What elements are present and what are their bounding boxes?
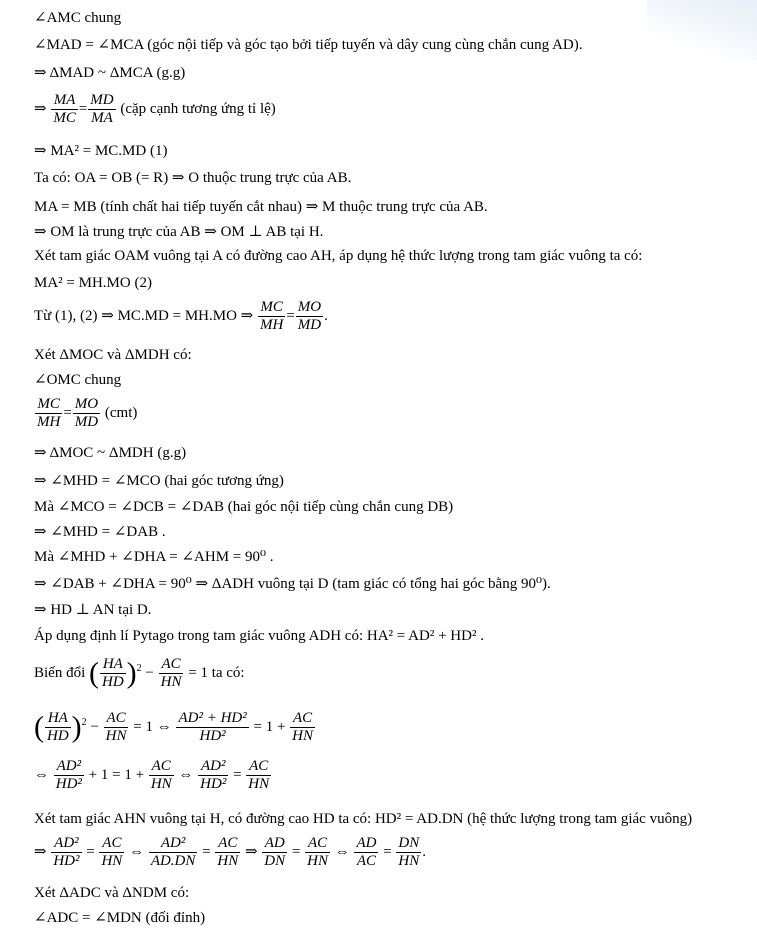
fraction: $\frac{AC}{HN}$ xyxy=(150,758,172,792)
fraction: $\frac{AC}{HN}$ xyxy=(292,710,313,744)
annotation: (cmt) xyxy=(104,404,138,421)
fraction: $\frac{AD}{AC}$ xyxy=(356,835,377,869)
text-line: ⇒ ∠MHD = ∠DAB . xyxy=(34,524,166,540)
fraction: $\frac{AC}{HN}$ xyxy=(248,758,270,792)
fraction: $\frac{AC}{HN}$ xyxy=(101,835,123,869)
text-line: MA² = MH.MO (2) xyxy=(34,275,152,291)
text-line: ∠ADC = ∠MDN (đối đỉnh) xyxy=(34,910,206,926)
fraction: $\frac{HA}{HD}$ xyxy=(102,656,124,690)
text-line: ⇒ OM là trung trực của AB ⇒ OM ⊥ AB tại H. xyxy=(34,224,324,240)
text-line: Ta có: OA = OB (= R) ⇒ O thuộc trung trực của AB. xyxy=(34,170,352,186)
fraction: $\frac{AC}{HN}$ xyxy=(160,656,182,690)
text-line: Xét ΔMOC và ΔMDH có: xyxy=(34,347,192,363)
fraction: $\frac{MO}{MD}$ xyxy=(297,299,322,333)
fraction: $\frac{\text{AD²}}{AD.DN}$ xyxy=(150,835,196,869)
fraction: $\frac{AC}{HN}$ xyxy=(217,835,239,869)
text-line: ∠AMC chung xyxy=(34,10,122,26)
fraction-line: ⇒ $\frac{MA}{MC}$ = $\frac{MD}{MA}$ (cặp cạnh tương ứng tỉ lệ) xyxy=(34,92,276,126)
text-line: ∠OMC chung xyxy=(34,372,122,388)
fraction-line: $\frac{MC}{MH}$ = $\frac{MO}{MD}$ (cmt) xyxy=(37,396,138,430)
fraction: $\frac{MO}{MD}$ xyxy=(74,396,99,430)
fraction-line: Từ (1), (2) ⇒ MC.MD = MH.MO ⇒ $\frac{MC}{MH}$ = $\frac{MO}{MD}$ . xyxy=(34,299,328,333)
text-line: ⇒ ΔMOC ~ ΔMDH (g.g) xyxy=(34,445,187,461)
text-fragment: Từ (1), (2) ⇒ MC.MD = MH.MO ⇒ xyxy=(34,307,254,324)
text-line: Xét ΔADC và ΔNDM có: xyxy=(34,885,190,901)
text-line: Xét tam giác AHN vuông tại H, có đường cao HD ta có: HD² = AD.DN (hệ thức lượng trong tam giác vuông) xyxy=(34,811,693,827)
text-line: Mà ∠MHD + ∠DHA = ∠AHM = 90⁰ . xyxy=(34,549,274,565)
text-line: ⇒ ΔMAD ~ ΔMCA (g.g) xyxy=(34,65,186,81)
fraction: $\frac{MC}{MH}$ xyxy=(259,299,284,333)
fraction-line: Biến đổi ( $\frac{HA}{HD}$ )$^2$ − $\frac{AC}{HN}$ = 1 ta có: xyxy=(34,656,245,690)
equation-line: ( $\frac{HA}{HD}$ )$^2$ − $\frac{AC}{HN}$ = 1 ⇔ $\frac{\text{AD² + HD²}}{\text{HD²}}$ = 1 + $\frac{AC}{HN}$ xyxy=(34,710,313,744)
implies-symbol: ⇒ xyxy=(34,100,47,117)
fraction: $\frac{AC}{HN}$ xyxy=(307,835,328,869)
fraction: $\frac{AD}{DN}$ xyxy=(264,835,286,869)
text-line: ⇒ MA² = MC.MD (1) xyxy=(34,143,168,159)
text-line: ⇒ ∠MHD = ∠MCO (hai góc tương ứng) xyxy=(34,473,284,489)
text-line: ⇒ ∠DAB + ∠DHA = 90⁰ ⇒ ΔADH vuông tại D (tam giác có tổng hai góc bằng 90⁰). xyxy=(34,576,551,592)
text-line: Xét tam giác OAM vuông tại A có đường cao AH, áp dụng hệ thức lượng trong tam giác vuông ta có: xyxy=(34,248,643,264)
equation-line: ⇒ $\frac{\text{AD²}}{\text{HD²}}$ = $\frac{AC}{HN}$ ⇔ $\frac{\text{AD²}}{AD.DN}$ = $\frac{AC}{HN}$ ⇒ $\frac{AD}{DN}$ = $\frac{AC}{HN}$ ⇔ $\frac{AD}{AC}$ = $\frac{DN}{HN}$ . xyxy=(34,835,427,869)
text-fragment: = 1 ta có: xyxy=(188,664,245,681)
fraction: $\frac{AC}{HN}$ xyxy=(105,710,127,744)
text-line: ∠MAD = ∠MCA (góc nội tiếp và góc tạo bởi tiếp tuyến và dây cung cùng chắn cung AD). xyxy=(34,37,583,53)
annotation: (cặp cạnh tương ứng tỉ lệ) xyxy=(120,100,276,117)
fraction: $\frac{MC}{MH}$ xyxy=(37,396,61,430)
fraction: $\frac{MA}{MC}$ xyxy=(53,92,76,126)
corner-watermark xyxy=(647,0,757,60)
fraction: $\frac{\text{AD² + HD²}}{\text{HD²}}$ xyxy=(178,710,247,744)
fraction: $\frac{MD}{MA}$ xyxy=(90,92,114,126)
fraction: $\frac{DN}{HN}$ xyxy=(398,835,420,869)
text-line: Mà ∠MCO = ∠DCB = ∠DAB (hai góc nội tiếp cùng chắn cung DB) xyxy=(34,499,454,515)
text-line: ⇒ HD ⊥ AN tại D. xyxy=(34,602,152,618)
text-line: Áp dụng định lí Pytago trong tam giác vuông ADH có: HA² = AD² + HD² . xyxy=(34,628,484,644)
fraction: $\frac{\text{AD²}}{\text{HD²}}$ xyxy=(53,835,80,869)
text-line: MA = MB (tính chất hai tiếp tuyến cắt nhau) ⇒ M thuộc trung trực của AB. xyxy=(34,199,488,215)
text-fragment: Biến đổi xyxy=(34,664,86,681)
fraction: $\frac{\text{AD²}}{\text{HD²}}$ xyxy=(55,758,82,792)
fraction: $\frac{\text{AD²}}{\text{HD²}}$ xyxy=(200,758,227,792)
fraction: $\frac{HA}{HD}$ xyxy=(47,710,69,744)
equation-line: ⇔ $\frac{\text{AD²}}{\text{HD²}}$ + 1 = 1 + $\frac{AC}{HN}$ ⇔ $\frac{\text{AD²}}{\text{HD²}}$ = $\frac{AC}{HN}$ xyxy=(34,758,270,792)
